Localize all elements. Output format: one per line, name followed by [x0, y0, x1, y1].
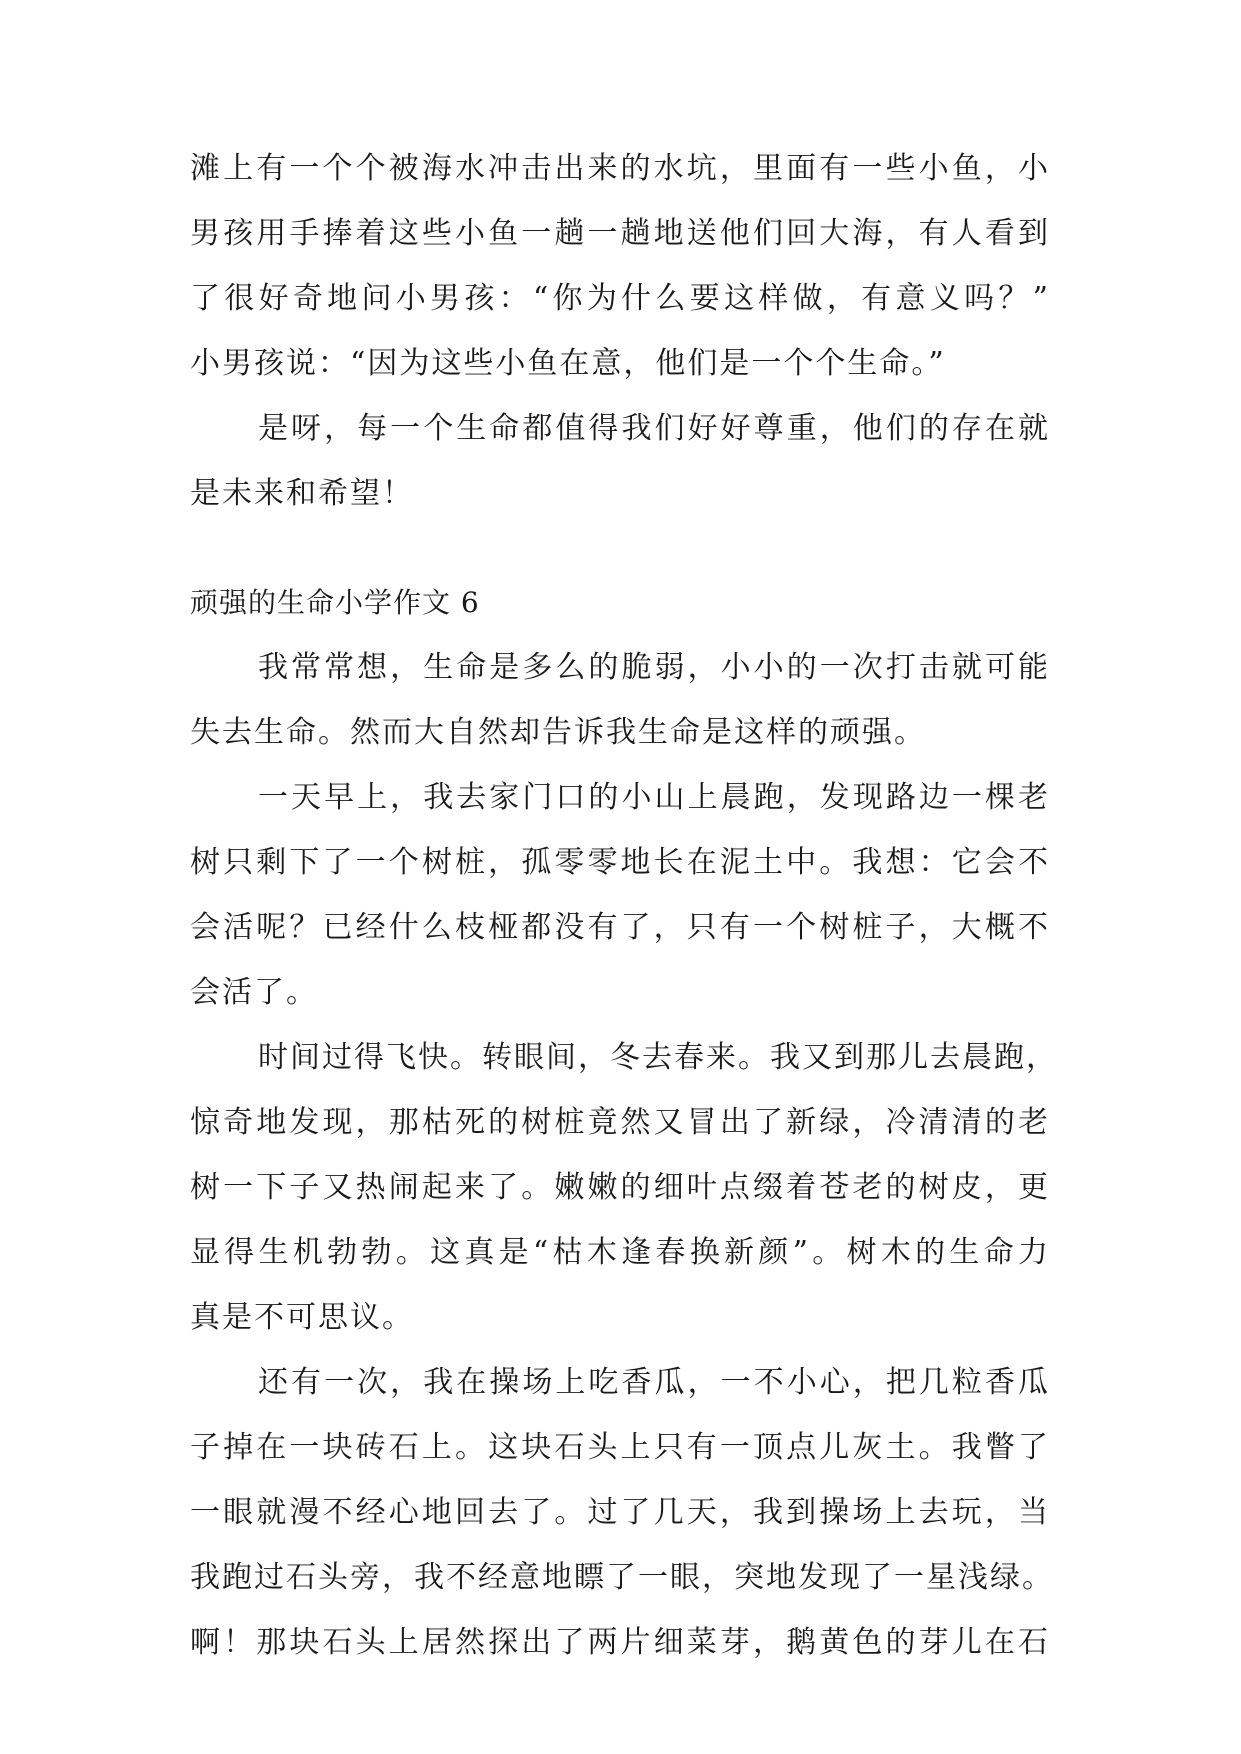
paragraph-line: 啊！那块石头上居然探出了两片细菜芽，鹅黄色的芽儿在石	[190, 1625, 1050, 1660]
paragraph-line: 一天早上，我去家门口的小山上晨跑，发现路边一棵老	[258, 780, 1050, 815]
essay-title: 顽强的生命小学作文 6	[190, 586, 480, 619]
paragraph-line: 失去生命。然而大自然却告诉我生命是这样的顽强。	[190, 715, 926, 750]
paragraph-line: 树只剩下了一个树桩，孤零零地长在泥土中。我想：它会不	[190, 845, 1050, 880]
paragraph-line: 会活呢？已经什么枝桠都没有了，只有一个树桩子，大概不	[190, 910, 1050, 945]
paragraph-line: 我跑过石头旁，我不经意地瞟了一眼，突地发现了一星浅绿。	[190, 1560, 1054, 1595]
paragraph-line: 时间过得飞快。转眼间，冬去春来。我又到那儿去晨跑，	[258, 1040, 1058, 1075]
paragraph-line: 真是不可思议。	[190, 1300, 414, 1335]
paragraph-line: 显得生机勃勃。这真是“枯木逢春换新颜”。树木的生命力	[190, 1235, 1050, 1270]
paragraph-line: 是未来和希望！	[190, 476, 414, 511]
paragraph-line: 一眼就漫不经心地回去了。过了几天，我到操场上去玩，当	[190, 1495, 1050, 1530]
paragraph-line: 会活了。	[190, 975, 318, 1010]
paragraph-line: 我常常想，生命是多么的脆弱，小小的一次打击就可能	[258, 650, 1050, 685]
paragraph-line: 男孩用手捧着这些小鱼一趟一趟地送他们回大海，有人看到	[190, 216, 1050, 251]
paragraph-line: 是呀，每一个生命都值得我们好好尊重，他们的存在就	[258, 411, 1050, 446]
paragraph-line: 还有一次，我在操场上吃香瓜，一不小心，把几粒香瓜	[258, 1365, 1050, 1400]
paragraph-line: 了很好奇地问小男孩：“你为什么要这样做，有意义吗？”	[190, 281, 1050, 316]
paragraph-line: 滩上有一个个被海水冲击出来的水坑，里面有一些小鱼，小	[190, 151, 1050, 186]
paragraph-line: 惊奇地发现，那枯死的树桩竟然又冒出了新绿，冷清清的老	[190, 1105, 1050, 1140]
paragraph-line: 小男孩说：“因为这些小鱼在意，他们是一个个生命。”	[190, 346, 946, 381]
paragraph-line: 子掉在一块砖石上。这块石头上只有一顶点儿灰土。我瞥了	[190, 1430, 1050, 1465]
paragraph-line: 树一下子又热闹起来了。嫩嫩的细叶点缀着苍老的树皮，更	[190, 1170, 1050, 1205]
